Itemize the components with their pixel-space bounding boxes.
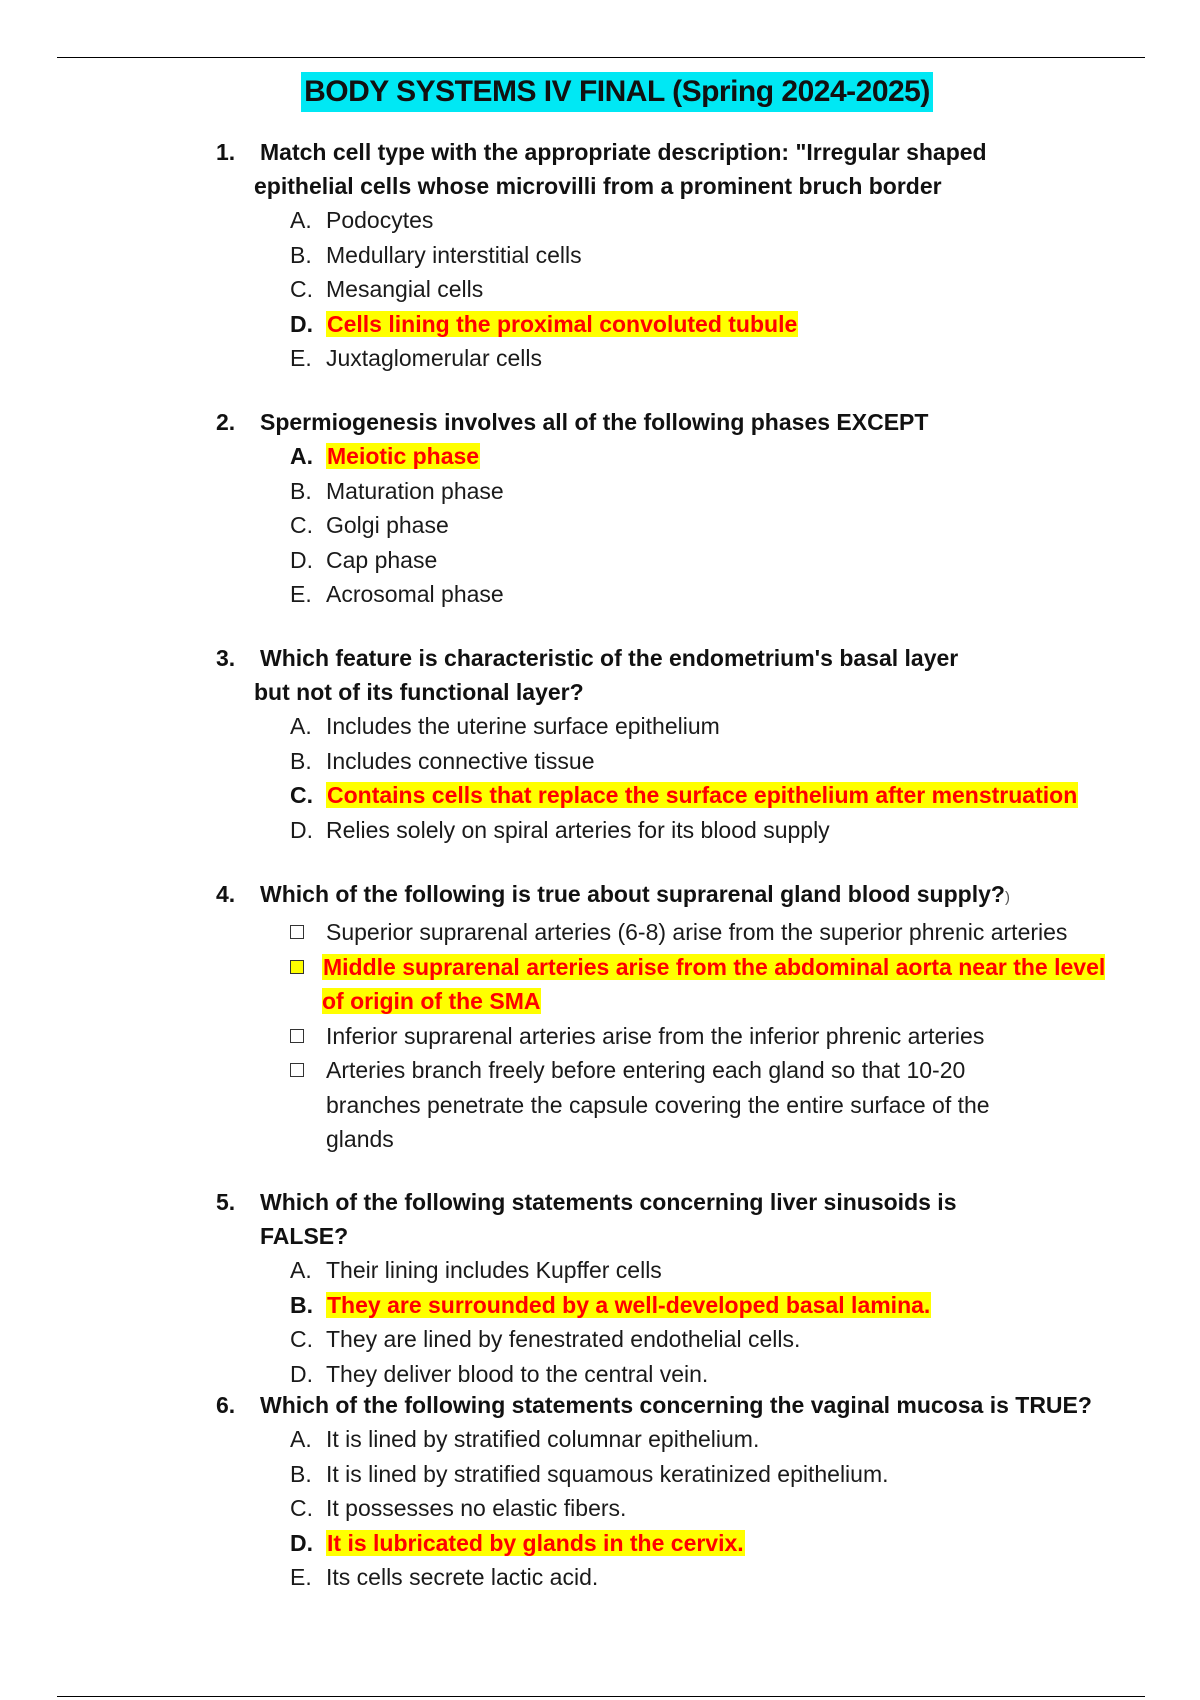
option-c[interactable]	[0, 272, 1200, 307]
option-list	[0, 915, 1200, 1157]
option-text: Juxtaglomerular cells	[326, 345, 543, 371]
question-3	[0, 641, 1200, 847]
option-text: They are lined by fenestrated endothelial cells.	[326, 1326, 801, 1352]
checkbox-icon[interactable]	[290, 1063, 304, 1077]
option-text: Superior suprarenal arteries (6-8) arise from the superior phrenic arteries	[326, 919, 1068, 945]
question-line	[0, 1388, 1200, 1422]
option-d-correct[interactable]	[0, 1526, 1200, 1561]
question-number: 4.	[216, 881, 236, 907]
highlighted-answer: It is lubricated by glands in the cervix.	[327, 1529, 744, 1556]
option-text: Its cells secrete lactic acid.	[326, 1564, 599, 1590]
question-text: Which of the following statements concerning liver sinusoids is FALSE?	[260, 1189, 957, 1249]
option-e[interactable]	[0, 1560, 1200, 1595]
option-text: Golgi phase	[326, 512, 449, 538]
option-a-correct[interactable]	[0, 439, 1200, 474]
question-text: Which of the following is true about suprarenal gland blood supply?	[260, 881, 1005, 907]
option-text: It is lined by stratified columnar epithelium.	[326, 1426, 760, 1452]
trailing-mark: )	[1004, 889, 1010, 906]
option-d[interactable]	[0, 543, 1200, 578]
question-4	[0, 877, 1200, 1157]
checkbox-icon[interactable]	[290, 925, 304, 939]
option-c-correct[interactable]	[0, 778, 1200, 813]
option-e[interactable]	[0, 341, 1200, 376]
option-letter: E.	[290, 581, 312, 607]
option-list	[0, 1253, 1200, 1391]
page-title: BODY SYSTEMS IV FINAL (Spring 2024-2025)	[301, 72, 933, 112]
option-a[interactable]	[0, 709, 1200, 744]
highlighted-answer: Contains cells that replace the surface epithelium after menstruation	[327, 782, 1078, 808]
option-letter: A.	[290, 713, 312, 739]
option-c[interactable]	[0, 1491, 1200, 1526]
option-b[interactable]	[0, 1457, 1200, 1492]
question-number: 3.	[216, 645, 236, 671]
option-text: Inferior suprarenal arteries arise from the inferior phrenic arteries	[326, 1022, 985, 1049]
checkbox-option-2-correct[interactable]	[0, 950, 1200, 1019]
option-b-correct[interactable]	[0, 1288, 1200, 1323]
option-a[interactable]	[0, 1422, 1200, 1457]
option-letter: A.	[290, 207, 312, 233]
option-d[interactable]	[0, 1357, 1200, 1392]
question-line	[0, 169, 1200, 203]
option-letter: D.	[290, 1529, 313, 1556]
option-letter: B.	[290, 747, 312, 774]
question-6	[0, 1388, 1200, 1595]
option-letter: B.	[290, 477, 312, 504]
option-list	[0, 439, 1200, 612]
option-e[interactable]	[0, 577, 1200, 612]
question-line	[0, 675, 1200, 709]
checkbox-option-1[interactable]	[0, 915, 1200, 950]
option-text: Relies solely on spiral arteries for its blood supply	[326, 816, 830, 843]
question-number: 2.	[216, 409, 236, 435]
option-letter: A.	[290, 1426, 312, 1452]
question-text: Match cell type with the appropriate description: "Irregular shaped	[260, 139, 987, 165]
option-text: Acrosomal phase	[326, 581, 504, 607]
question-line	[0, 135, 1200, 169]
question-text: Spermiogenesis involves all of the following phases EXCEPT	[260, 409, 929, 435]
option-text-wrap	[0, 307, 1200, 342]
question-number: 5.	[216, 1189, 236, 1215]
option-d[interactable]	[0, 813, 1200, 848]
option-letter: C.	[290, 782, 313, 808]
option-text-wrap	[0, 778, 1200, 813]
bottom-rule	[57, 1696, 1145, 1697]
option-letter: B.	[290, 1291, 313, 1318]
highlighted-answer: Meiotic phase	[327, 443, 480, 469]
option-letter: B.	[290, 1460, 312, 1487]
option-text-wrap	[0, 439, 1200, 474]
option-text: Includes connective tissue	[326, 747, 595, 774]
checkbox-option-3[interactable]	[0, 1019, 1200, 1054]
option-letter: D.	[290, 310, 313, 337]
option-letter: C.	[290, 276, 313, 302]
question-text: but not of its functional layer?	[254, 679, 584, 705]
option-text: Medullary interstitial cells	[326, 241, 582, 268]
question-line	[0, 1185, 1200, 1253]
option-letter: B.	[290, 241, 312, 268]
question-number: 1.	[216, 139, 236, 165]
highlighted-answer: Cells lining the proximal convoluted tubule	[327, 310, 798, 337]
checkbox-option-4[interactable]	[0, 1053, 1200, 1157]
question-line	[0, 641, 1200, 675]
option-letter: E.	[290, 345, 312, 371]
option-list	[0, 1422, 1200, 1595]
option-text: It possesses no elastic fibers.	[326, 1495, 627, 1521]
option-b[interactable]	[0, 474, 1200, 509]
question-line	[0, 877, 1200, 915]
option-text: It is lined by stratified squamous keratinized epithelium.	[326, 1460, 889, 1487]
highlighted-answer: They are surrounded by a well-developed basal lamina.	[327, 1291, 931, 1318]
checkbox-icon[interactable]	[290, 960, 304, 974]
option-text-wrap	[0, 1526, 1200, 1561]
option-c[interactable]	[0, 1322, 1200, 1357]
option-list	[0, 203, 1200, 376]
option-b[interactable]	[0, 744, 1200, 779]
question-5	[0, 1185, 1200, 1391]
option-c[interactable]	[0, 508, 1200, 543]
option-text-wrap	[0, 950, 1200, 1019]
title-block	[0, 72, 1200, 112]
option-letter: C.	[290, 1326, 313, 1352]
option-text: Includes the uterine surface epithelium	[326, 713, 720, 739]
top-rule	[57, 57, 1145, 58]
question-text-wrap	[0, 877, 1200, 915]
option-text: Their lining includes Kupffer cells	[326, 1257, 662, 1283]
question-number: 6.	[216, 1392, 236, 1418]
option-letter: E.	[290, 1564, 312, 1590]
option-a[interactable]	[0, 203, 1200, 238]
option-letter: D.	[290, 816, 313, 843]
question-text: Which of the following statements concerning the vaginal mucosa is TRUE?	[260, 1392, 1092, 1418]
checkbox-icon[interactable]	[290, 1029, 304, 1043]
option-letter: D.	[290, 546, 313, 573]
option-d-correct[interactable]	[0, 307, 1200, 342]
question-2	[0, 405, 1200, 612]
option-text: Podocytes	[326, 207, 434, 233]
option-a[interactable]	[0, 1253, 1200, 1288]
option-text: Mesangial cells	[326, 276, 484, 302]
option-letter: D.	[290, 1360, 313, 1387]
option-text: They deliver blood to the central vein.	[326, 1360, 709, 1387]
option-b[interactable]	[0, 238, 1200, 273]
option-list	[0, 709, 1200, 847]
question-line	[0, 405, 1200, 439]
question-text: epithelial cells whose microvilli from a prominent bruch border	[254, 173, 942, 199]
option-text: Arteries branch freely before entering each gland so that 10-20 branches penetrate the capsule covering the entire surface of the glands	[326, 1057, 990, 1152]
question-1	[0, 135, 1200, 376]
option-letter: C.	[290, 512, 313, 538]
option-text: Cap phase	[326, 546, 438, 573]
option-letter: A.	[290, 443, 313, 469]
option-text-wrap	[0, 1288, 1200, 1323]
option-letter: C.	[290, 1495, 313, 1521]
option-letter: A.	[290, 1257, 312, 1283]
option-text: Maturation phase	[326, 477, 504, 504]
highlighted-answer: Middle suprarenal arteries arise from the abdominal aorta near the level of origin of the SMA	[322, 953, 1106, 1014]
question-text: Which feature is characteristic of the endometrium's basal layer	[260, 645, 959, 671]
